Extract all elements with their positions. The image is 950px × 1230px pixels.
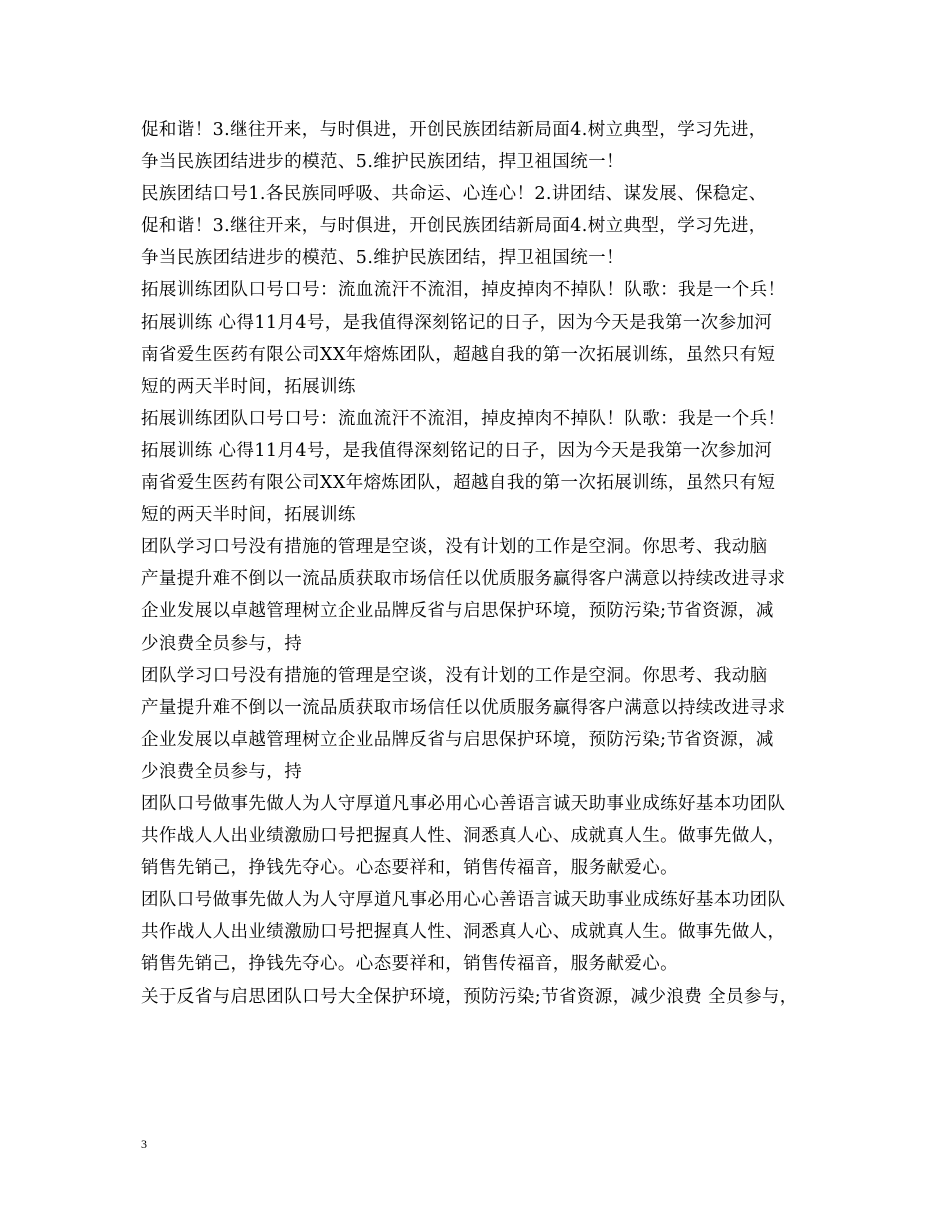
text-line: 短的两天半时间，拓展训练 [141,376,356,397]
text-line: 团队学习口号没有措施的管理是空谈，没有计划的工作是空洞。你思考、我动脑 [141,665,768,686]
text-line: 短的两天半时间，拓展训练 [141,505,356,526]
text-line: 拓展训练团队口号口号：流血流汗不流泪，掉皮掉肉不掉队！队歌：我是一个兵！ [141,280,786,301]
body-text [141,114,831,1013]
text-line: 民族团结口号1.各民族同呼吸、共命运、心连心！2.讲团结、谋发展、保稳定、 [141,184,767,205]
text-line: 企业发展以卓越管理树立企业品牌反省与启思保护环境，预防污染;节省资源，减 [141,601,774,622]
text-line: 共作战人人出业绩激励口号把握真人性、洞悉真人心、成就真人生。做事先做人， [141,826,786,847]
text-line: 少浪费全员参与，持 [141,761,303,782]
page-number: 3 [141,1137,147,1151]
text-line: 争当民族团结进步的模范、5.维护民族团结，捍卫祖国统一！ [141,152,624,173]
text-line: 南省爱生医药有限公司XX年熔炼团队，超越自我的第一次拓展训练，虽然只有短 [141,473,776,494]
text-line: 少浪费全员参与，持 [141,633,303,654]
text-line: 争当民族团结进步的模范、5.维护民族团结，捍卫祖国统一！ [141,248,624,269]
text-line: 促和谐！3.继往开来，与时俱进，开创民族团结新局面4.树立典型，学习先进， [141,216,767,237]
text-line: 拓展训练 心得11月4号，是我值得深刻铭记的日子，因为今天是我第一次参加河 [141,312,773,333]
text-line: 销售先销己，挣钱先夺心。心态要祥和，销售传福音，服务献爱心。 [141,858,678,879]
text-line: 销售先销己，挣钱先夺心。心态要祥和，销售传福音，服务献爱心。 [141,954,678,975]
text-line: 团队学习口号没有措施的管理是空谈，没有计划的工作是空洞。你思考、我动脑 [141,537,768,558]
text-line: 团队口号做事先做人为人守厚道凡事必用心心善语言诚天助事业成练好基本功团队 [141,793,786,814]
text-line: 产量提升难不倒以一流品质获取市场信任以优质服务赢得客户满意以持续改进寻求 [141,569,786,590]
text-line: 拓展训练团队口号口号：流血流汗不流泪，掉皮掉肉不掉队！队歌：我是一个兵！ [141,408,786,429]
text-line: 促和谐！3.继往开来，与时俱进，开创民族团结新局面4.树立典型，学习先进， [141,120,767,140]
text-line: 企业发展以卓越管理树立企业品牌反省与启思保护环境，预防污染;节省资源，减 [141,729,774,750]
text-line: 关于反省与启思团队口号大全保护环境，预防污染;节省资源，减少浪费 全员参与， [141,986,798,1007]
text-line: 产量提升难不倒以一流品质获取市场信任以优质服务赢得客户满意以持续改进寻求 [141,697,786,718]
text-line: 南省爱生医药有限公司XX年熔炼团队，超越自我的第一次拓展训练，虽然只有短 [141,344,776,365]
text-line: 拓展训练 心得11月4号，是我值得深刻铭记的日子，因为今天是我第一次参加河 [141,440,773,461]
text-line: 团队口号做事先做人为人守厚道凡事必用心心善语言诚天助事业成练好基本功团队 [141,890,786,911]
text-line: 共作战人人出业绩激励口号把握真人性、洞悉真人心、成就真人生。做事先做人， [141,922,786,943]
